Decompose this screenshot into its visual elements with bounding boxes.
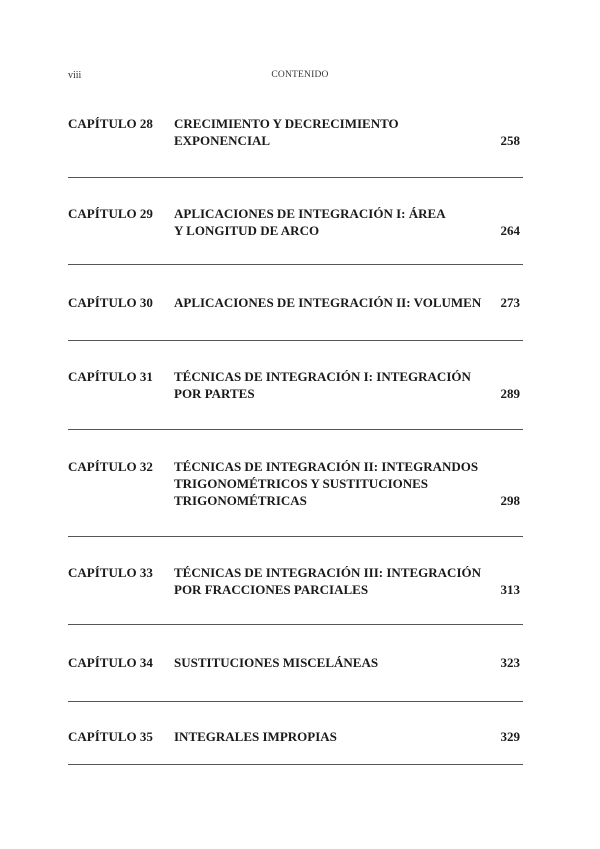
chapter-title-line: CRECIMIENTO Y DECRECIMIENTO bbox=[174, 116, 399, 131]
chapter-title-line: TÉCNICAS DE INTEGRACIÓN II: INTEGRANDOS bbox=[174, 459, 479, 474]
chapter-title-line: POR FRACCIONES PARCIALES bbox=[174, 582, 369, 597]
chapter-page-number: 264 bbox=[500, 223, 520, 238]
chapter-page-number: 289 bbox=[500, 386, 520, 401]
chapter-title-line: APLICACIONES DE INTEGRACIÓN I: ÁREA bbox=[174, 206, 446, 221]
chapter-page-number: 329 bbox=[500, 729, 520, 744]
chapter-title-line: SUSTITUCIONES MISCELÁNEAS bbox=[174, 655, 379, 670]
chapter-label: CAPÍTULO 33 bbox=[68, 565, 153, 580]
chapter-label: CAPÍTULO 28 bbox=[68, 116, 153, 131]
chapter-label: CAPÍTULO 30 bbox=[68, 295, 153, 310]
chapter-title bbox=[174, 205, 484, 239]
chapter-title-line: TRIGONOMÉTRICAS bbox=[174, 493, 307, 508]
chapter-label: CAPÍTULO 31 bbox=[68, 369, 153, 384]
chapter-title bbox=[174, 654, 484, 671]
chapter-title-line: APLICACIONES DE INTEGRACIÓN II: VOLUMEN bbox=[174, 295, 482, 310]
divider bbox=[68, 764, 523, 765]
chapter-title bbox=[174, 564, 484, 598]
chapter-title bbox=[174, 458, 484, 509]
divider bbox=[68, 701, 523, 702]
chapter-title-line: EXPONENCIAL bbox=[174, 133, 271, 148]
chapter-title-line: TÉCNICAS DE INTEGRACIÓN I: INTEGRACIÓN bbox=[174, 369, 471, 384]
divider bbox=[68, 264, 523, 265]
chapter-title-line: TÉCNICAS DE INTEGRACIÓN III: INTEGRACIÓN bbox=[174, 565, 481, 580]
divider bbox=[68, 536, 523, 537]
chapter-title-line: INTEGRALES IMPROPIAS bbox=[174, 729, 337, 744]
chapter-page-number: 323 bbox=[500, 655, 520, 670]
chapter-label: CAPÍTULO 34 bbox=[68, 655, 153, 670]
page-number: viii bbox=[68, 70, 82, 81]
divider bbox=[68, 429, 523, 430]
chapter-title bbox=[174, 294, 484, 311]
chapter-label: CAPÍTULO 29 bbox=[68, 206, 153, 221]
chapter-label: CAPÍTULO 32 bbox=[68, 459, 153, 474]
chapter-title-line: POR PARTES bbox=[174, 386, 255, 401]
chapter-title bbox=[174, 368, 484, 402]
chapter-page-number: 258 bbox=[500, 133, 520, 148]
running-head: CONTENIDO bbox=[271, 70, 329, 80]
chapter-page-number: 313 bbox=[500, 582, 520, 597]
chapter-title bbox=[174, 115, 484, 149]
chapter-title-line: Y LONGITUD DE ARCO bbox=[174, 223, 320, 238]
divider bbox=[68, 624, 523, 625]
chapter-title-line: TRIGONOMÉTRICOS Y SUSTITUCIONES bbox=[174, 476, 429, 491]
chapter-page-number: 298 bbox=[500, 493, 520, 508]
table-of-contents bbox=[68, 0, 523, 849]
chapter-title bbox=[174, 728, 484, 745]
divider bbox=[68, 340, 523, 341]
chapter-label: CAPÍTULO 35 bbox=[68, 729, 153, 744]
chapter-page-number: 273 bbox=[500, 295, 520, 310]
divider bbox=[68, 177, 523, 178]
